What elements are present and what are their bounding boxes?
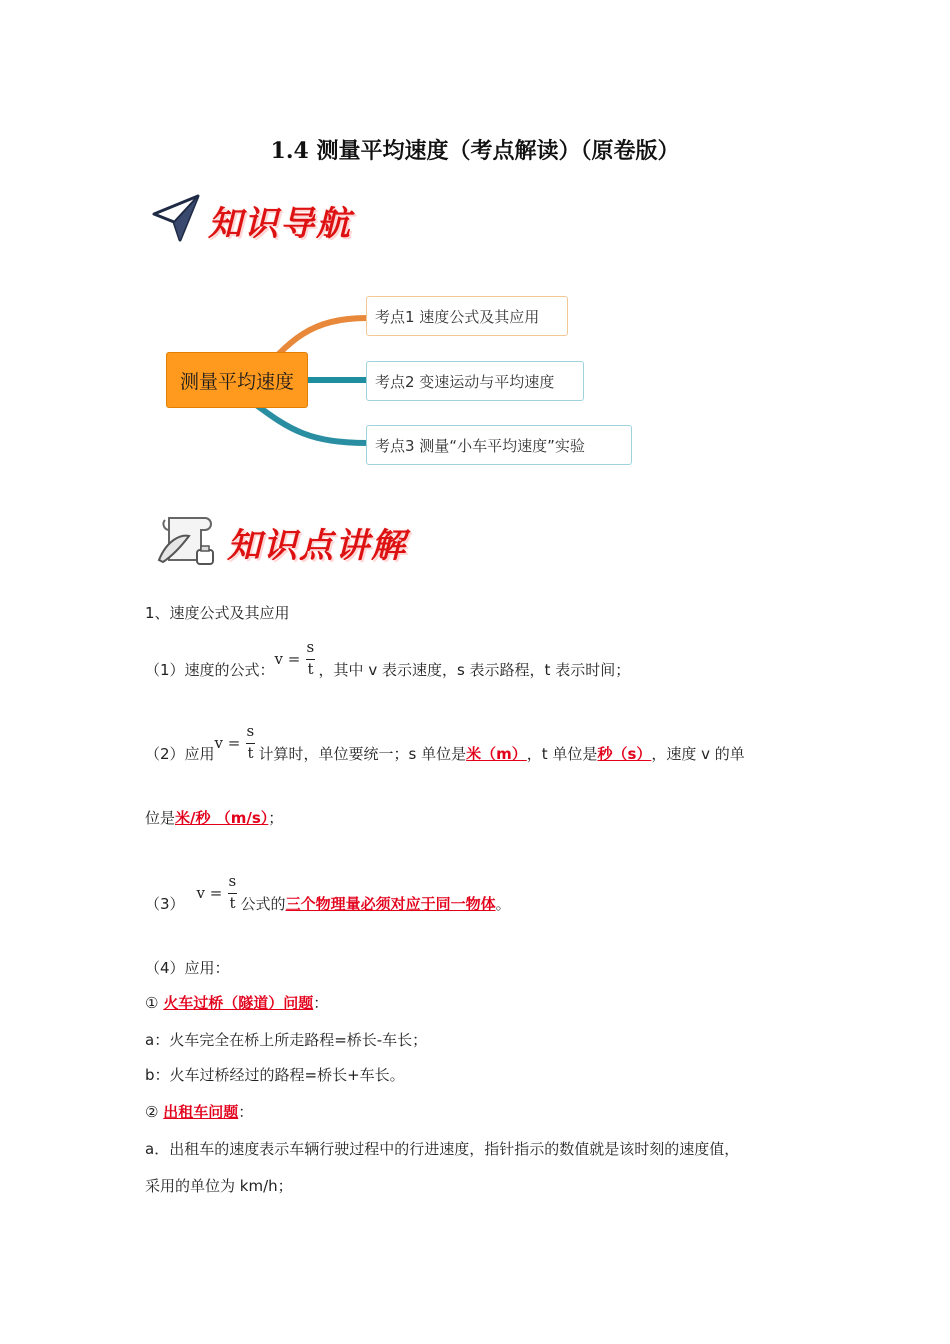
train-bridge-problem: 火车过桥（隧道）问题 (163, 994, 314, 1012)
section1-heading: 1、速度公式及其应用 (145, 604, 290, 622)
taxi-problem: 出租车问题 (163, 1103, 239, 1121)
explain-banner-text: 知识点讲解 (227, 526, 407, 566)
item-1-b: b：火车过桥经过的路程=桥长+车长。 (145, 1066, 405, 1084)
para-1-suffix: ，其中 v 表示速度，s 表示路程，t 表示时间； (318, 660, 631, 679)
same-object-rule: 三个物理量必须对应于同一物体 (285, 894, 496, 913)
para-4: （4）应用： (145, 959, 230, 977)
item-1-heading: ① 火车过桥（隧道）问题： (145, 994, 329, 1012)
para-3-text: 公式的 (240, 894, 286, 913)
unit-meter: 米（m） (466, 744, 527, 763)
mindmap-node-1: 考点1 速度公式及其应用 (366, 296, 568, 336)
scroll-quill-icon (155, 510, 219, 570)
item-2-a-line-2: 采用的单位为 km/h； (145, 1177, 293, 1195)
para-3-prefix: （3） (145, 894, 185, 913)
para-2-text-b: ，t 单位是 (526, 744, 598, 763)
para-2-text-a: 计算时，单位要统一；s 单位是 (258, 744, 467, 763)
para-1-prefix: （1）速度的公式： (145, 660, 275, 679)
connector-3 (255, 404, 368, 443)
paper-plane-icon (150, 192, 202, 244)
mindmap-node-3: 考点3 测量“小车平均速度”实验 (366, 425, 632, 465)
para-3: （3） v = s t 公式的 三个物理量必须对应于同一物体 。 (145, 872, 511, 913)
nav-banner-text: 知识导航 (208, 204, 352, 244)
para-2-text-c: ，速度 v 的单 (651, 744, 745, 763)
page-title: 1.4 测量平均速度（考点解读）（原卷版） (270, 138, 680, 164)
unit-second: 秒（s） (597, 744, 652, 763)
velocity-formula: v = s t (196, 872, 237, 912)
para-2-prefix: （2）应用 (145, 744, 215, 763)
para-2-line-2: 位是米/秒 （m/s）； (145, 809, 284, 827)
item-2-a-line-1: a．出租车的速度表示车辆行驶过程中的行进速度，指针指示的数值就是该时刻的速度值， (145, 1140, 740, 1158)
unit-mps: 米/秒 （m/s） (175, 809, 269, 827)
nav-banner (150, 190, 370, 246)
item-2-heading: ② 出租车问题： (145, 1103, 254, 1121)
para-1 (145, 640, 630, 680)
explain-banner (155, 510, 425, 572)
item-1-a: a：火车完全在桥上所走路程=桥长-车长； (145, 1031, 428, 1049)
para-2 (145, 724, 745, 764)
mindmap-node-2: 考点2 变速运动与平均速度 (366, 361, 584, 401)
mindmap-root: 测量平均速度 (166, 352, 308, 408)
velocity-formula: v = s t (274, 638, 315, 678)
velocity-formula: v = s t (214, 722, 255, 762)
